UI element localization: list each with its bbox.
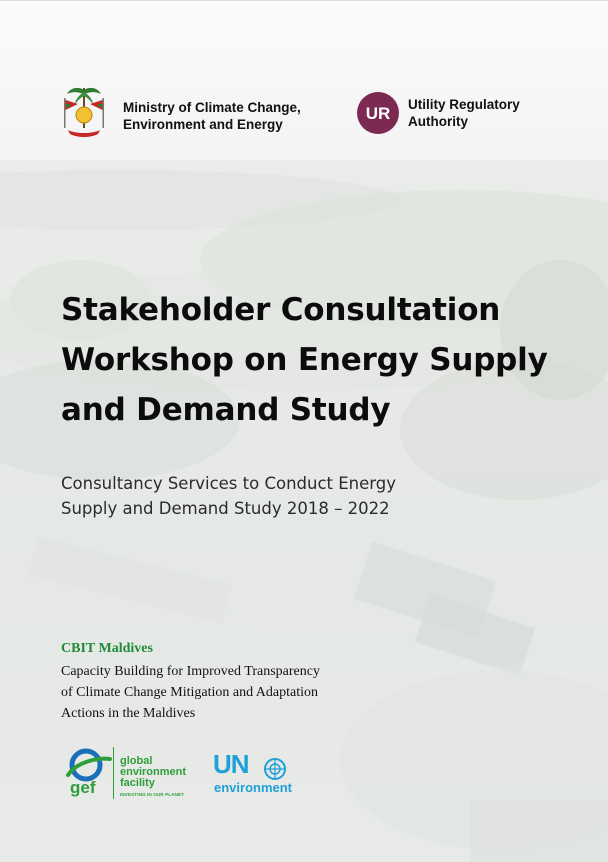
- cbit-description-line-3: Actions in the Maldives: [61, 706, 196, 721]
- cbit-description: [61, 661, 391, 724]
- top-border-line: [0, 0, 608, 1]
- gef-name-line-1: global: [120, 755, 153, 767]
- ura-name: [408, 96, 558, 130]
- unep-wordmark-environment: environment: [214, 780, 293, 795]
- subtitle-line-1: Consultancy Services to Conduct Energy: [61, 474, 397, 493]
- gef-name-line-2: environment: [120, 766, 187, 778]
- title-line-1: Stakeholder Consultation: [61, 292, 501, 328]
- gef-name-line-3: facility: [120, 777, 155, 789]
- document-title: [61, 285, 581, 435]
- ministry-name-line-2: Environment and Energy: [123, 117, 283, 132]
- document-subtitle: [61, 471, 461, 521]
- ministry-name-line-1: Ministry of Climate Change,: [123, 100, 301, 115]
- cbit-description-line-2: of Climate Change Mitigation and Adaptation: [61, 685, 319, 700]
- cbit-heading: CBIT Maldives: [61, 641, 153, 656]
- gef-tagline: INVESTING IN OUR PLANET: [120, 792, 185, 797]
- ura-name-line-1: Utility Regulatory: [408, 97, 520, 112]
- un-emblem-icon: [262, 756, 288, 782]
- gef-wordmark: gef: [70, 778, 96, 797]
- gef-name: [120, 756, 200, 789]
- ura-name-line-2: Authority: [408, 114, 468, 129]
- ministry-name: [123, 99, 343, 133]
- ura-logo-icon: [357, 92, 399, 134]
- title-line-3: and Demand Study: [61, 392, 391, 428]
- ura-logo-initials: UR: [365, 104, 391, 123]
- maldives-emblem-icon: [58, 84, 110, 140]
- subtitle-line-2: Supply and Demand Study 2018 – 2022: [61, 499, 390, 518]
- cbit-description-line-1: Capacity Building for Improved Transparency: [61, 664, 320, 679]
- title-line-2: Workshop on Energy Supply: [61, 342, 548, 378]
- unep-wordmark-un: UN: [213, 749, 249, 779]
